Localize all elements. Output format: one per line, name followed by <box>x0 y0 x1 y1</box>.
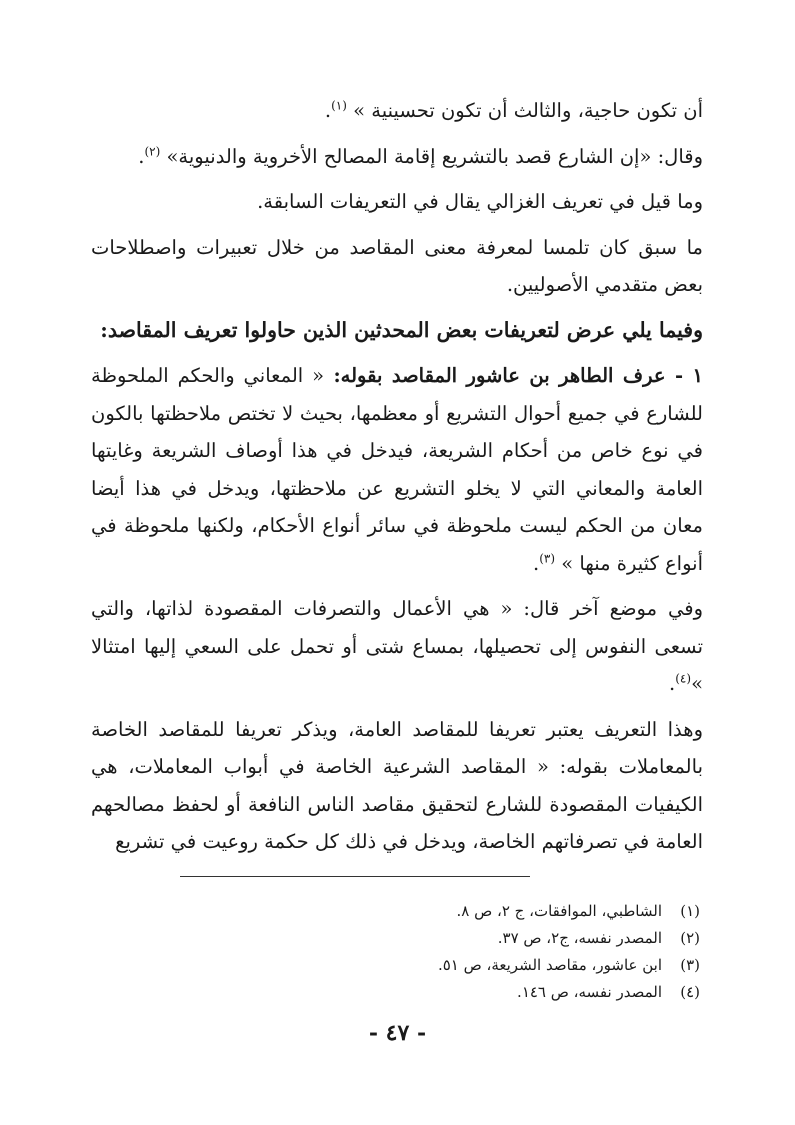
paragraph-4-text: ما سبق كان تلمسا لمعرفة معنى المقاصد من خلال تعبيرات واصطلاحات بعض متقدمي الأصوليين. <box>91 235 703 296</box>
page-body <box>91 92 703 869</box>
paragraph-1-text: أن تكون حاجية، والثالث أن تكون تحسينية » <box>346 99 703 122</box>
paragraph-7-tail: . <box>669 672 676 695</box>
footnote-2 <box>140 925 700 952</box>
paragraph-3 <box>91 183 703 221</box>
footnote-ref-2[interactable]: (٢) <box>144 144 161 158</box>
section-heading-text: وفيما يلي عرض لتعريفات بعض المحدثين الذين حاولوا تعريف المقاصد: <box>100 317 703 342</box>
section-heading <box>91 312 703 350</box>
paragraph-2 <box>91 138 703 176</box>
footnote-3 <box>140 952 700 979</box>
paragraph-7-text: وفي موضع آخر قال: « هي الأعمال والتصرفات المقصودة لذاتها، والتي تسعى النفوس إلى تحصيلها، بمساع شتى أو تحمل على السعي إليها امتثالا » <box>91 597 703 695</box>
paragraph-2-text: وقال: «إن الشارع قصد بالتشريع إقامة المصالح الأخروية والدنيوية» <box>160 144 703 168</box>
footnote-text: ابن عاشور، مقاصد الشريعة، ص ٥١. <box>437 956 662 974</box>
paragraph-4 <box>91 229 703 304</box>
footnote-text: المصدر نفسه، ج٢، ص ٣٧. <box>497 929 662 947</box>
footnote-ref-4[interactable]: (٤) <box>675 671 692 686</box>
paragraph-2-tail: . <box>138 144 145 168</box>
footnote-4 <box>140 979 700 1006</box>
paragraph-1-tail: . <box>324 99 332 122</box>
footnote-number: (١) <box>680 902 700 920</box>
footnote-text: المصدر نفسه، ص ١٤٦. <box>517 983 662 1001</box>
footnote-number: (٣) <box>680 956 700 974</box>
paragraph-3-text: وما قيل في تعريف الغزالي يقال في التعريفات السابقة. <box>257 190 703 213</box>
footnote-ref-3[interactable]: (٣) <box>539 551 556 565</box>
footnote-text: الشاطبي، الموافقات، ج ٢، ص ٨. <box>456 902 662 920</box>
footnote-ref-1[interactable]: (١) <box>331 98 347 113</box>
paragraph-1 <box>91 92 703 130</box>
footnote-1 <box>140 898 700 925</box>
paragraph-6-lead: ١ - عرف الطاهر بن عاشور المقاصد بقوله: <box>324 364 703 387</box>
paragraph-8 <box>91 711 703 861</box>
paragraph-6-tail: . <box>532 551 540 575</box>
paragraph-7 <box>91 590 703 703</box>
page-number: - ٤٧ - <box>368 1020 427 1046</box>
footnotes <box>140 898 700 1006</box>
footnote-number: (٢) <box>680 929 700 947</box>
footnote-number: (٤) <box>680 983 700 1001</box>
paragraph-6 <box>91 357 703 582</box>
paragraph-8-text: وهذا التعريف يعتبر تعريفا للمقاصد العامة، ويذكر تعريفا للمقاصد الخاصة بالمعاملات بقوله: « المقاصد الشرعية الخاصة في أبواب المعاملات، هي الكيفيات المقصودة للشارع لتحقيق مقاصد الناس النافعة أو لحفظ مصالحهم العامة في تصرفاتهم الخاصة، ويدخل في ذلك كل حكمة روعيت في تشريع <box>91 717 703 853</box>
footnote-divider <box>180 876 530 877</box>
paragraph-6-text: « المعاني والحكم الملحوظة للشارع في جميع أحوال التشريع أو معظمها، بحيث لا تختص ملاحظتها بالكون في نوع خاص من أحكام الشريعة، فيدخل في هذا أوصاف الشريعة وغايتها العامة والمعاني التي لا يخلو التشريع عن ملاحظتها، ويدخل في هذا أيضا معان من الحكم ليست ملحوظة في سائر أنواع الأحكام، ولكنها ملحوظة في أنواع كثيرة منها » <box>91 364 703 575</box>
